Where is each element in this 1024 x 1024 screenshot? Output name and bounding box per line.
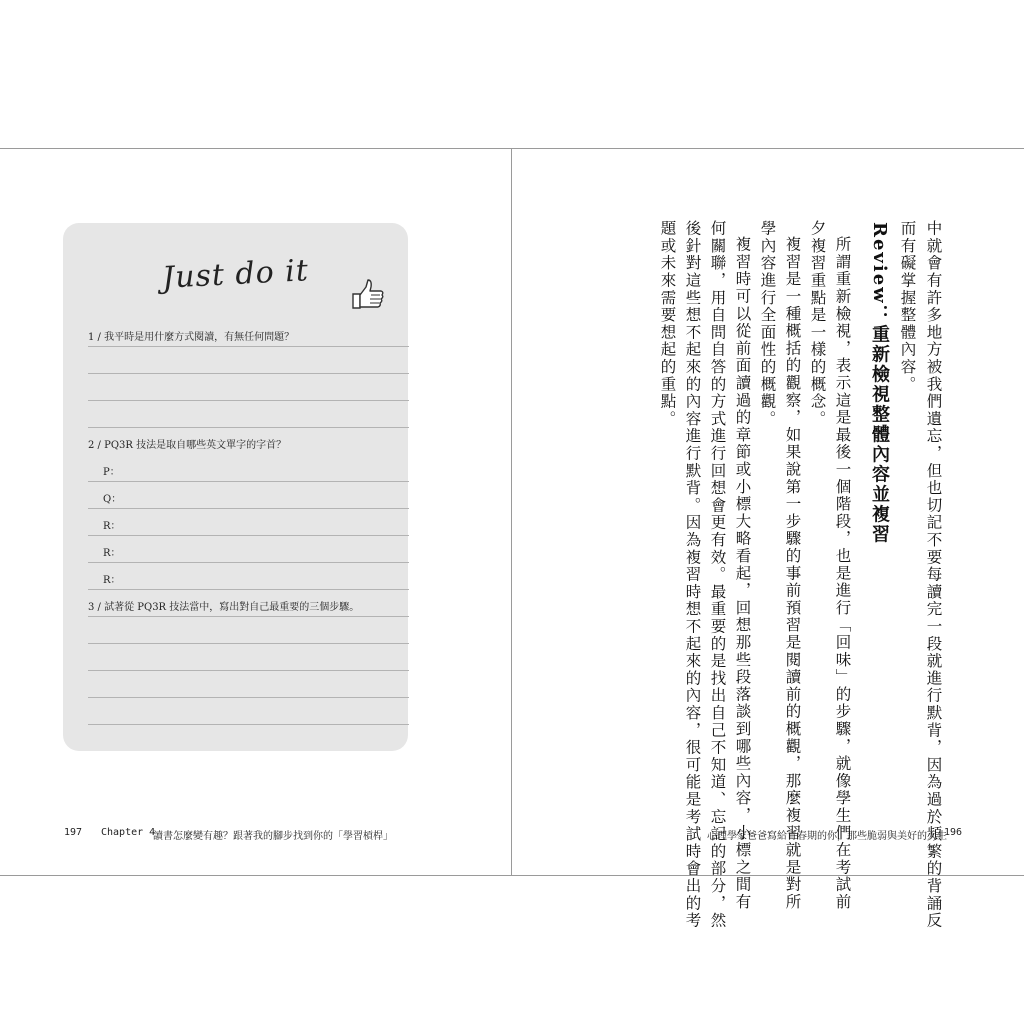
answer-line	[88, 589, 409, 590]
card-title: Just do it	[161, 253, 310, 296]
answer-line	[88, 535, 409, 536]
answer-label: R：	[103, 548, 121, 559]
text-column: 中就會有許多地方被我們遺忘，但也切記不要每讀完一段就進行默背，因為過於頻繁的背誦反	[924, 220, 943, 930]
text-column: 後針對這些想不起來的內容進行默背。因為複習時想不起來的內容，很可能是考試時會出的考	[683, 220, 702, 930]
answer-line	[88, 643, 409, 644]
section-heading: Review：重新檢視整體內容並複習	[869, 222, 890, 545]
text-column: 所謂重新檢視，表示這是最後一個階段，也是進行「回味」的步驟，就像學生們在考試前	[833, 236, 852, 911]
answer-line	[88, 508, 409, 509]
answer-line	[88, 400, 409, 401]
text-column: 題或未來需要想起的重點。	[658, 220, 677, 428]
question-3: 3 / 試著從 PQ3R 技法當中，寫出對自己最重要的三個步驟。	[88, 602, 360, 613]
answer-line	[88, 697, 409, 698]
book-gutter	[511, 148, 512, 876]
worksheet-card	[63, 223, 408, 751]
left-page	[0, 149, 511, 875]
left-page-number: 197	[64, 827, 83, 838]
answer-line	[88, 670, 409, 671]
answer-line	[88, 724, 409, 725]
running-title: 心理學家爸爸寫給青春期的你，那些脆弱與美好的人生	[707, 831, 947, 842]
answer-label: Q：	[103, 494, 122, 505]
answer-label: P：	[103, 467, 120, 478]
answer-line	[88, 346, 409, 347]
answer-line	[88, 373, 409, 374]
answer-line	[88, 616, 409, 617]
chapter-label: Chapter 4	[101, 827, 156, 838]
text-column: 夕複習重點是一樣的概念。	[808, 220, 827, 428]
text-column: 而有礙掌握整體內容。	[898, 220, 917, 393]
text-column: 複習時可以從前面讀過的章節或小標大略看起，回想那些段落談到哪些內容，小標之間有	[733, 236, 752, 911]
text-column: 複習是一種概括的觀察，如果說第一步驟的事前預習是閱讀前的概觀，那麼複習就是對所	[783, 236, 802, 911]
question-1: 1 / 我平時是用什麼方式閱讀，有無任何問題？	[88, 332, 295, 343]
right-page-number: 196	[944, 827, 963, 838]
answer-label: R：	[103, 575, 121, 586]
answer-line	[88, 481, 409, 482]
text-column: 學內容進行全面性的概觀。	[758, 220, 777, 428]
text-column: 何關聯，用自問自答的方式進行回想會更有效。最重要的是找出自己不知道、忘記的部分，然	[708, 220, 727, 930]
chapter-title: 讀書怎麼變有趣？跟著我的腳步找到你的「學習槓桿」	[153, 831, 393, 842]
answer-line	[88, 427, 409, 428]
answer-line	[88, 562, 409, 563]
answer-label: R：	[103, 521, 121, 532]
question-2: 2 / PQ3R 技法是取自哪些英文單字的字首？	[88, 440, 287, 451]
thumbs-up-icon	[349, 277, 387, 313]
